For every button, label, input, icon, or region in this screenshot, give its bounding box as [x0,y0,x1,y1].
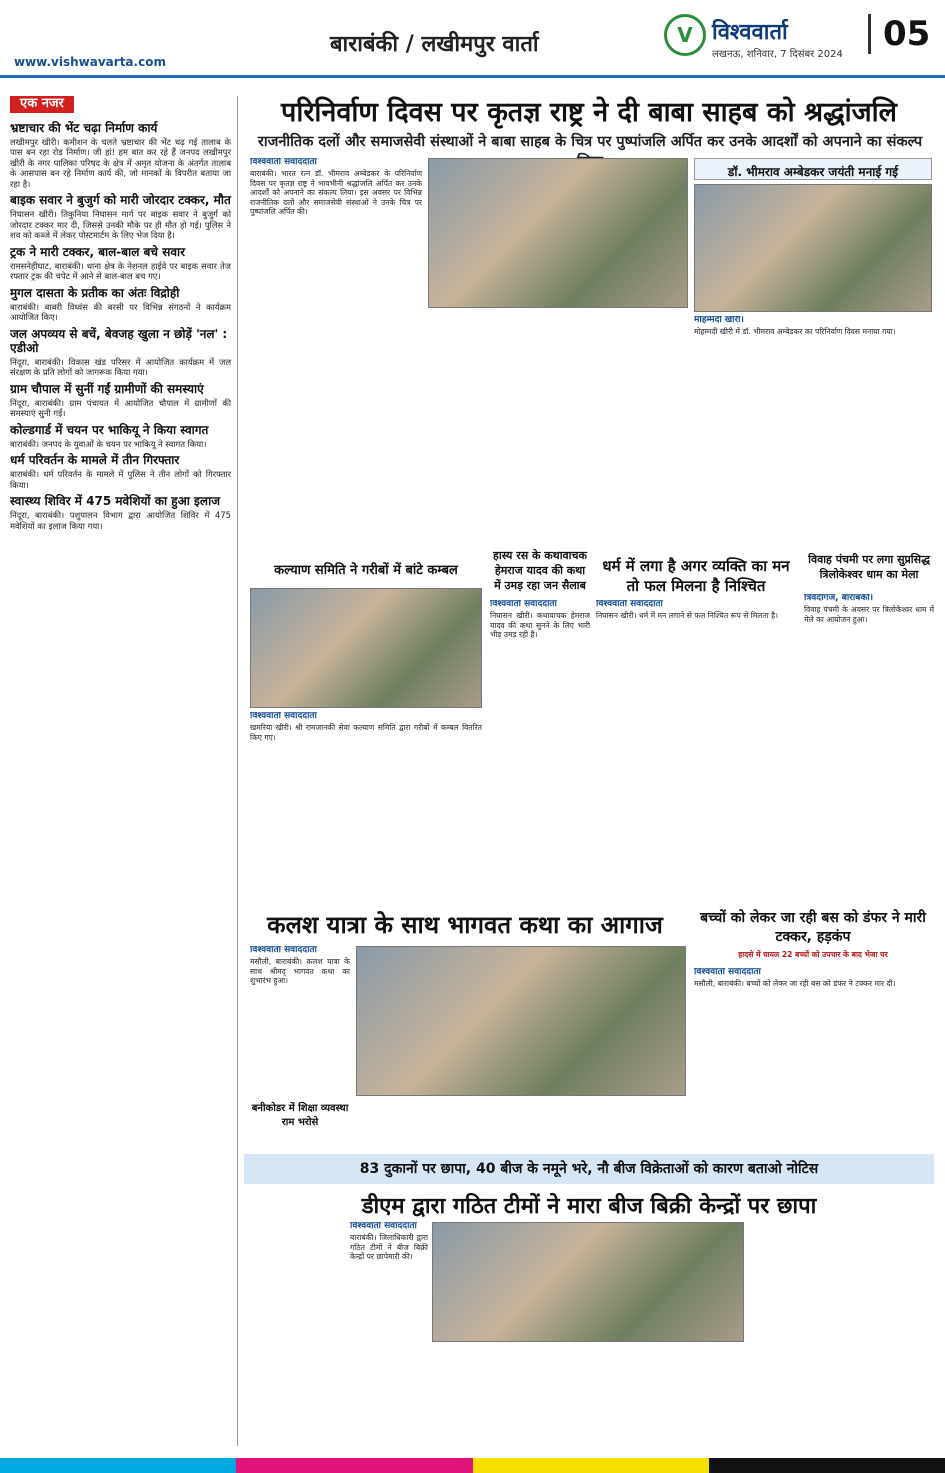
kambal-body: खमरिया खीरी। श्री रामजानकी सेवा कल्याण समिति द्वारा गरीबों में कम्बल वितरित किए गए। [250,723,482,742]
main-photo [428,158,688,308]
brief-headline: मुगल दासता के प्रतीक का अंतः विद्रोही [10,285,180,300]
dharm-byline: विश्ववार्ता संवाददाता [596,600,663,609]
vivah-body: विवाह पंचमी के अवसर पर त्रिलोकेश्वर धाम में मेले का आयोजन हुआ। [804,605,934,624]
side-story-text [694,316,932,376]
main-headline: परिनिर्वाण दिवस पर कृतज्ञ राष्ट्र ने दी बाबा साहब को श्रद्धांजलि [281,97,897,128]
katha-text [490,600,590,850]
kalash-photo [356,946,686,1096]
side-byline: मोहम्मदी खीरी। [694,316,744,325]
brief-headline: कोल्डगार्ड में चयन पर भाकियू ने किया स्वागत [10,422,209,437]
dumper-headline: बच्चों को लेकर जा रही बस को डंफर ने मारी टक्कर, हड़कंप [700,910,926,945]
kalash-body: मसौली, बाराबंकी। कलश यात्रा के साथ श्रीमद् भागवत कथा का शुभारंभ हुआ। [250,957,350,986]
beej-headline: डीएम द्वारा गठित टीमों ने मारा बीज बिक्री केन्द्रों पर छापा [361,1194,817,1219]
main-byline: विश्ववार्ता संवाददाता [250,158,317,167]
brief-headline: स्वास्थ्य शिविर में 475 मवेशियों का हुआ इलाज [10,494,221,508]
vivah-text [804,594,934,850]
black-swatch [709,1458,945,1473]
brief-headline: ग्राम चौपाल में सुनीं गईं ग्रामीणों की समस्याएं [10,381,204,396]
brief-body: निंदूरा, बाराबंकी। ग्राम पंचायत में आयोजित चौपाल में ग्रामीणों की समस्याएं सुनी गईं। [10,397,231,418]
side-headline: डॉ. भीमराव अम्बेडकर जयंती मनाई गई [694,158,932,180]
brief-body: रामसनेहीघाट, बाराबंकी। थाना क्षेत्र के नेशनल हाईवे पर बाइक सवार तेज रफ्तार ट्रक की चपेट में आने से बाल-बाल बच गए। [10,260,231,281]
brief-headline: ट्रक ने मारी टक्कर, बाल-बाल बचे सवार [10,244,186,259]
kambal-photo [250,588,482,708]
dumper-body: मसौली, बाराबंकी। बच्चों को लेकर जा रही बस को डंफर ने टक्कर मार दी। [694,979,896,989]
vivah-headline: विवाह पंचमी पर लगा सुप्रसिद्ध त्रिलोकेश्वर धाम का मेला [808,553,930,581]
magenta-swatch [236,1458,472,1473]
brief-body: बाराबंकी। बाबरी विध्वंस की बरसी पर विभिन्न संगठनों ने कार्यक्रम आयोजित किए। [10,301,231,322]
brief-body: निंदूरा, बाराबंकी। विकास खंड परिसर में आयोजित कार्यक्रम में जल संरक्षण के प्रति लोगों को जागरूक किया गया। [10,356,231,377]
section-title: बाराबंकी / लखीमपुर वार्ता [330,32,539,57]
kambal-headline: कल्याण समिति ने गरीबों में बांटे कम्बल [274,563,458,578]
beej-text [350,1222,428,1442]
dharm-body: निघासन खीरी। धर्म में मन लगाने से फल निश्चित रूप से मिलता है। [596,611,779,621]
dumper-text [694,968,932,1148]
main-subhead: राजनीतिक दलों और समाजसेवी संस्थाओं ने बाबा साहब के चित्र पर पुष्पांजलि अर्पित कर उनके आदर्शों को अपनाने का संकल्प [257,134,923,150]
brief-headline: बाइक सवार ने बुजुर्ग को मारी जोरदार टक्कर, मौत [10,193,231,207]
side-photo [694,184,932,312]
brief-headline: धर्म परिवर्तन के मामले में तीन गिरफ्तार [10,453,180,467]
main-story-text [250,158,422,338]
brand-name: विश्ववार्ता [712,20,788,45]
katha-headline: हास्य रस के कथावाचक हेमराज यादव की कथा में उमड़ रहा जन सैलाब [493,549,587,592]
kalash-headline: कलश यात्रा के साथ भागवत कथा का आगाज [267,911,663,939]
beej-body: बाराबंकी। जिलाधिकारी द्वारा गठित टीमों ने बीज बिक्री केन्द्रों पर छापेमारी की। [350,1233,428,1262]
brief-headline: जल अपव्यय से बचें, बेवजह खुला न छोड़ें 'नल' : एडीओ [10,326,228,355]
notice-bar: 83 दुकानों पर छापा, 40 बीज के नमूने भरे, नौ बीज विक्रेताओं को कारण बताओ नोटिस [244,1154,934,1184]
cyan-swatch [0,1458,236,1473]
brand-logo: V [664,14,706,56]
side-body: मोहम्मदी खीरी में डॉ. भीमराव अम्बेडकर का परिनिर्वाण दिवस मनाया गया। [694,327,896,337]
masthead [0,0,945,78]
beej-byline: विश्ववार्ता संवाददाता [350,1222,417,1231]
dharm-text [596,600,796,850]
bank-headline: बनीकोडर में शिक्षा व्यवस्था राम भरोसे [251,1103,349,1128]
kambal-text [250,712,482,852]
vivah-byline: त्रिवेदीगंज, बाराबंकी। [804,594,873,603]
kalash-byline: विश्ववार्ता संवाददाता [250,946,317,955]
kambal-byline: विश्ववार्ता संवाददाता [250,712,317,721]
katha-body: निघासन खीरी। कथावाचक हेमराज यादव की कथा सुनने के लिए भारी भीड़ उमड़ रही है। [490,611,590,640]
briefs-list [10,121,231,532]
color-strip [0,1458,945,1473]
brief-body: बाराबंकी। धर्म परिवर्तन के मामले में पुलिस ने तीन लोगों को गिरफ्तार किया। [10,469,231,490]
section-tag: एक नजर [10,96,74,113]
dateline: लखनऊ, शनिवार, 7 दिसंबर 2024 [712,49,843,60]
beej-photo [432,1222,744,1342]
brief-body: निंदूरा, बाराबंकी। पशुपालन विभाग द्वारा आयोजित शिविर में 475 मवेशियों का इलाज किया गया। [10,510,231,531]
brief-body: बाराबंकी। जनपद के युवाओं के चयन पर भाकियू ने स्वागत किया। [10,438,207,449]
brief-body: लखीमपुर खीरी। कमीशन के चलते भ्रष्टाचार की भेंट चढ़ गई तालाब के पास बन रहा रोड निर्माण। जी हां! हम बात कर रहे हैं जनपद लखीमपुर खीरी के नगर पालिका परिषद के क्षेत्र में अमृत योजना के अंतर्गत तालाब के आसपास बन रहे निर्माण कार्य की, जो मानकों के विपरीत बताया जा रहा है। [10,136,231,189]
dumper-subtag: हादसे में घायल 22 बच्चों को उपचार के बाद भेजा घर [738,950,888,959]
brief-headline: भ्रष्टाचार की भेंट चढ़ा निर्माण कार्य [10,120,158,135]
dharm-headline: धर्म में लगा है अगर व्यक्ति का मन तो फल मिलना है निश्चित [602,557,790,595]
dumper-byline: विश्ववार्ता संवाददाता [694,968,761,977]
page-number: 05 [868,14,930,54]
yellow-swatch [473,1458,709,1473]
site-url[interactable]: www.vishwavarta.com [14,55,166,69]
brief-body: निघासन खीरी। तिकुनिया निघासन मार्ग पर बाइक सवार ने बुजुर्ग को जोरदार टक्कर मार दी, जिससे उनकी मौके पर ही मौत हो गई। पुलिस ने शव को कब्जे में लेकर पोस्टमार्टम के लिए भेज दिया है। [10,209,231,240]
left-column [10,96,238,1446]
katha-byline: विश्ववार्ता संवाददाता [490,600,557,609]
main-body: बाराबंकी। भारत रत्न डॉ. भीमराव अम्बेडकर के परिनिर्वाण दिवस पर कृतज्ञ राष्ट्र ने भावभीनी श्रद्धांजलि अर्पित कर उनके आदर्शों को अपनाने का संकल्प लिया। इस अवसर पर विभिन्न राजनीतिक दलों और समाजसेवी संस्थाओं ने उनके चित्र पर पुष्पांजलि अर्पित की। [250,169,422,217]
